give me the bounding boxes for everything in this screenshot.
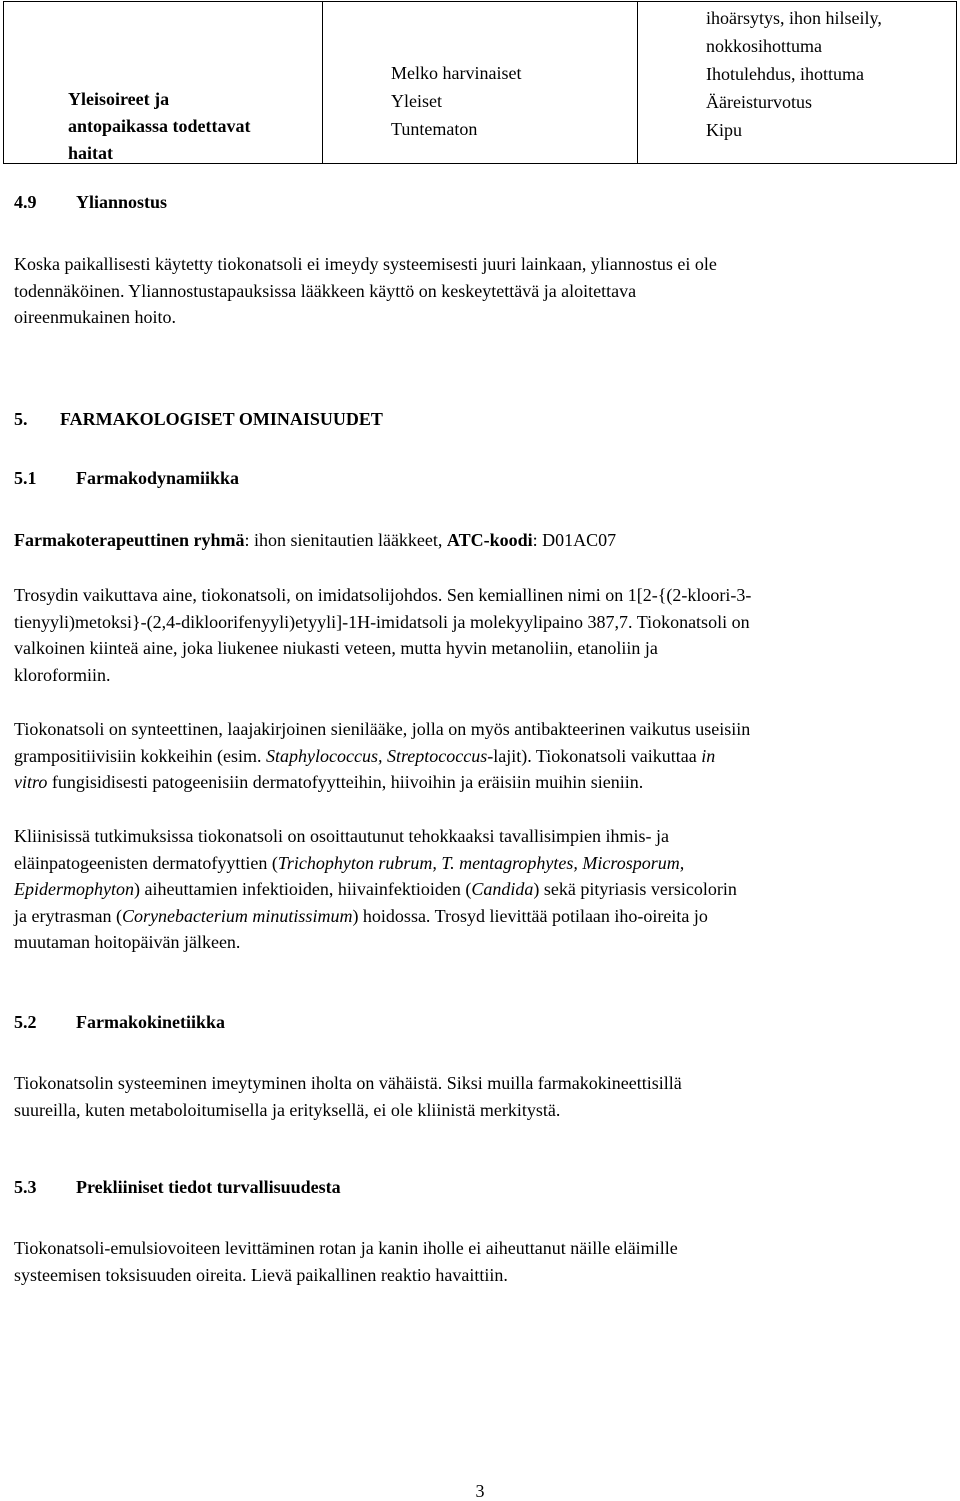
page-number: 3 xyxy=(475,1481,485,1501)
effects-list xyxy=(706,4,882,144)
section-5-2-body: Tiokonatsolin systeeminen imeytyminen iholta on vähäistä. Siksi muilla farmakokineettisillä suureilla, kuten metaboloitumisella ja erityksellä, ei ole kliinistä merkitystä. xyxy=(14,1073,682,1120)
system-organ-class-label: Yleisoireet ja antopaikassa todettavat haitat xyxy=(68,89,251,163)
frequency-cell xyxy=(323,2,638,164)
frequency-item: Tuntematon xyxy=(391,119,478,139)
effect-item: Kipu xyxy=(706,120,742,140)
effect-item: ihoärsytys, ihon hilseily, xyxy=(706,8,882,28)
adverse-effects-table xyxy=(3,1,957,164)
section-4-9-body: Koska paikallisesti käytetty tiokonatsoli ei imeydy systeemisesti juuri lainkaan, yliannostus ei ole todennäköinen. Yliannostustapauksissa lääkkeen käyttö on keskeytettävä ja aloitettava oireenmukainen hoito. xyxy=(14,254,717,327)
section-5-3-body: Tiokonatsoli-emulsiovoiteen levittäminen rotan ja kanin iholle ei aiheuttanut näille eläimille systeemisen toksisuuden oireita. Lievä paikallinen reaktio havaittiin. xyxy=(14,1238,678,1285)
effect-item: Ääreisturvotus xyxy=(706,92,812,112)
frequency-list xyxy=(391,59,521,143)
section-5-1-para-1: Trosydin vaikuttava aine, tiokonatsoli, on imidatsolijohdos. Sen kemiallinen nimi on 1[2-{(2-kloori-3- tienyyli)metoksi}-(2,4-dikloorifenyyli)etyyli]-1H-imidatsoli ja molekyylipaino 387,7. Tiokonatsoli on valkoinen kiinteä aine, joka liukenee niukasti veteen, mutta hyvin metanoliin, etanoliin ja kloroformiin. xyxy=(14,585,752,685)
system-organ-class-cell xyxy=(4,2,323,164)
frequency-item: Yleiset xyxy=(391,91,442,111)
section-5-1-para-3: Kliinisissä tutkimuksissa tiokonatsoli on osoittautunut tehokkaaksi tavallisimpien ihmis- ja eläinpatogeenisten dermatofyyttien (Trichophyton rubrum, T. mentagrophytes, Microsporum, Epidermophyton) aiheuttamien infektioiden, hiivainfektioiden (Candida) sekä pityriasis versicolorin ja erytrasman (Corynebacterium minutissimum) hoidossa. Trosyd lievittää potilaan iho-oireita jo muutaman hoitopäivän jälkeen. xyxy=(14,826,737,952)
section-5-1-para-2: Tiokonatsoli on synteettinen, laajakirjoinen sienilääke, jolla on myös antibakteerinen vaikutus useisiin grampositiivisiin kokkeihin (esim. Staphylococcus, Streptococcus-lajit). Tiokonatsoli vaikuttaa in vitro fungisidisesti patogeenisiin dermatofyytteihin, hiivoihin ja eräisiin muihin sieniin. xyxy=(14,719,751,792)
effect-item: Ihotulehdus, ihottuma xyxy=(706,64,864,84)
frequency-item: Melko harvinaiset xyxy=(391,63,522,83)
section-5-2-heading: 5.2 Farmakokinetiikka xyxy=(14,1012,226,1032)
effect-item: nokkosihottuma xyxy=(706,36,822,56)
section-4-9-heading: 4.9 Yliannostus xyxy=(14,192,168,212)
section-5-heading: 5. FARMAKOLOGISET OMINAISUUDET xyxy=(14,409,383,429)
section-5-3-heading: 5.3 Prekliiniset tiedot turvallisuudesta xyxy=(14,1177,341,1197)
table-row xyxy=(4,2,957,164)
atc-line: Farmakoterapeuttinen ryhmä: ihon sienitautien lääkkeet, ATC-koodi: D01AC07 xyxy=(14,530,617,550)
effects-cell xyxy=(638,2,957,164)
section-5-1-heading: 5.1 Farmakodynamiikka xyxy=(14,468,240,488)
